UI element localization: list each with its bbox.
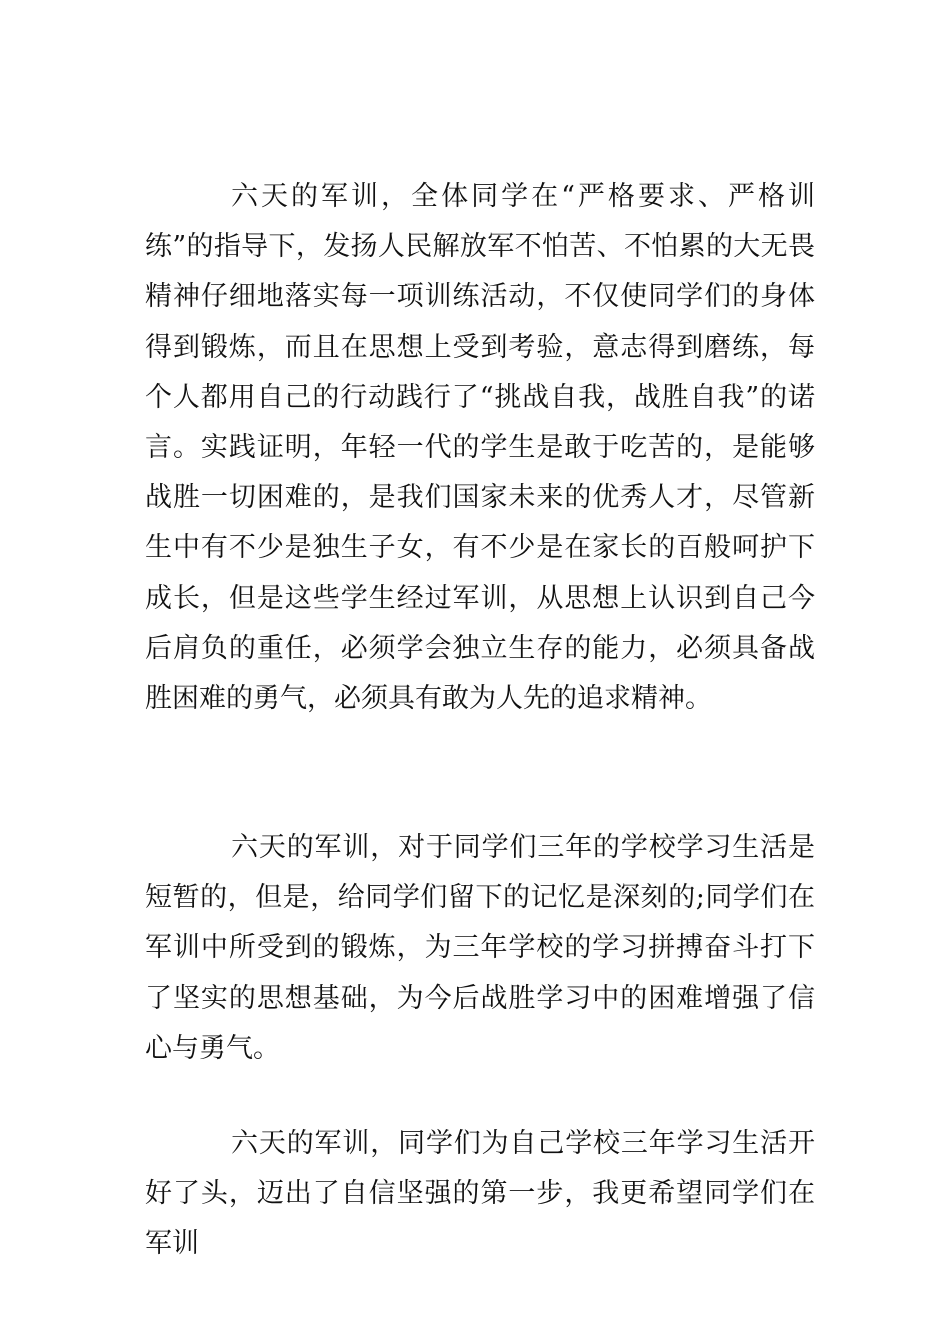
paragraph-2: 六天的军训，对于同学们三年的学校学习生活是短暂的，但是，给同学们留下的记忆是深刻的;同学们在军训中所受到的锻炼，为三年学校的学习拼搏奋斗打下了坚实的思想基础，为今后战胜学习中的困难增强了信心与勇气。 xyxy=(145,832,815,1064)
paragraph-3: 六天的军训，同学们为自己学校三年学习生活开好了头，迈出了自信坚强的第一步，我更希望同学们在军训 xyxy=(145,1128,815,1260)
paragraph-1: 六天的军训，全体同学在“严格要求、严格训练”的指导下，发扬人民解放军不怕苦、不怕累的大无畏精神仔细地落实每一项训练活动，不仅使同学们的身体得到锻炼，而且在思想上受到考验，意志得到磨练，每个人都用自己的行动践行了“挑战自我，战胜自我”的诺言。实践证明，年轻一代的学生是敢于吃苦的，是能够战胜一切困难的，是我们国家未来的优秀人才，尽管新生中有不少是独生子女，有不少是在家长的百般呵护下成长，但是这些学生经过军训，从思想上认识到自己今后肩负的重任，必须学会独立生存的能力，必须具备战胜困难的勇气，必须具有敢为人先的追求精神。 xyxy=(145,181,815,715)
